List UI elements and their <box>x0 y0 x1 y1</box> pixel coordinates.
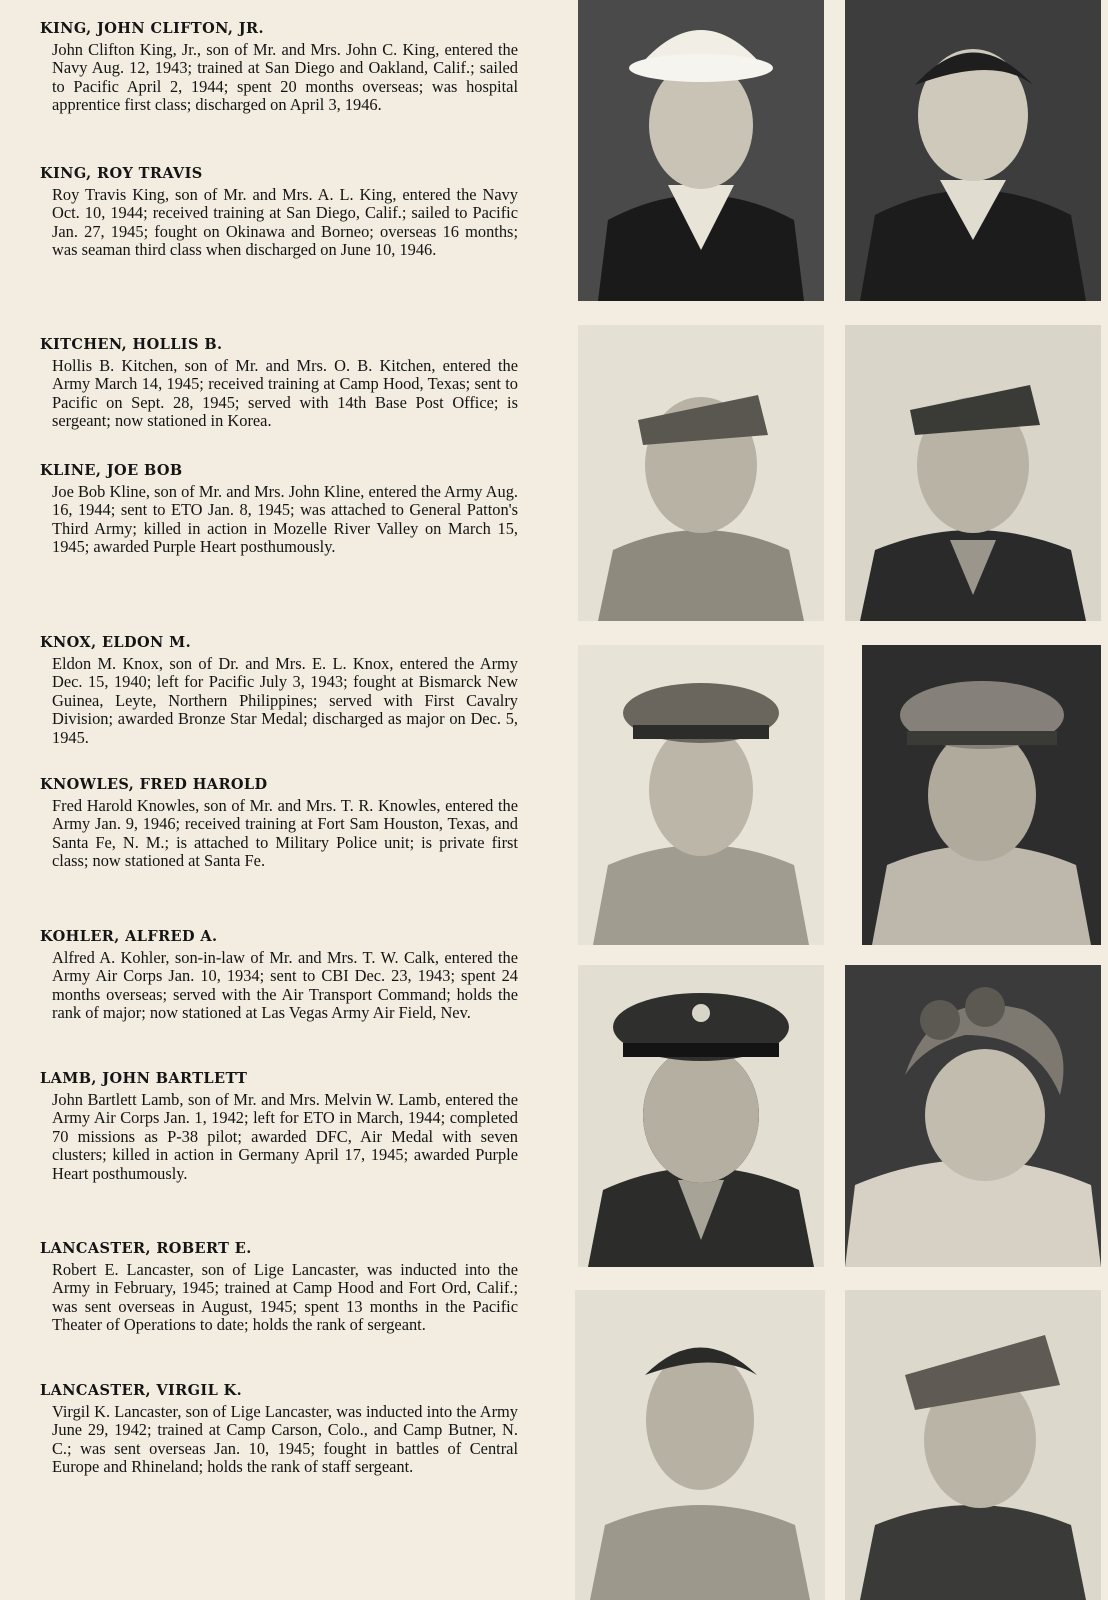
entry-bio: Fred Harold Knowles, son of Mr. and Mrs. T. R. Knowles, entered the Army Jan. 9, 1946; received training at Fort Sam Houston, Texas, and Santa Fe, N. M.; is attached to Military Police unit; is private first class; now stationed at Santa Fe. <box>52 796 518 871</box>
entry-bio: Robert E. Lancaster, son of Lige Lancaster, was inducted into the Army in February, 1945; trained at Camp Hood and Fort Ord, Calif.; was sent overseas in August, 1945; spent 13 months in the Pacific Theater of Operations to date; holds the rank of sergeant. <box>52 1260 518 1335</box>
entry-name: KING, JOHN CLIFTON, JR. <box>40 20 264 37</box>
portrait-photo-kitchen-hollis <box>578 325 824 621</box>
entry-bio: John Bartlett Lamb, son of Mr. and Mrs. Melvin W. Lamb, entered the Army Air Corps Jan. 1, 1942; left for ETO in March, 1944; completed 70 missions as P-38 pilot; awarded DFC, Air Medal with seven clusters; killed in action in Germany April 17, 1945; awarded Purple Heart posthumously. <box>52 1090 518 1183</box>
entry-bio: Roy Travis King, son of Mr. and Mrs. A. L. King, entered the Navy Oct. 10, 1944; received training at San Diego, Calif.; sailed to Pacific Jan. 27, 1945; fought on Okinawa and Borneo; overseas 16 months; was seaman third class when discharged on June 10, 1946. <box>52 185 518 260</box>
portrait-photo-lancaster-virgil <box>845 1290 1101 1600</box>
entry-name: KNOX, ELDON M. <box>40 634 192 651</box>
entry-knox-eldon <box>40 634 520 747</box>
entry-name: LANCASTER, VIRGIL K. <box>40 1382 243 1399</box>
portrait-photo-kline-joe-bob <box>845 325 1101 621</box>
entry-name: KOHLER, ALFRED A. <box>40 928 218 945</box>
entry-name: KNOWLES, FRED HAROLD <box>40 776 268 793</box>
entry-kline-joe-bob <box>40 462 520 557</box>
entry-name: KING, ROY TRAVIS <box>40 165 203 182</box>
entry-lancaster-virgil <box>40 1382 520 1477</box>
entry-lancaster-robert <box>40 1240 520 1335</box>
entry-name: LANCASTER, ROBERT E. <box>40 1240 252 1257</box>
entry-bio: Joe Bob Kline, son of Mr. and Mrs. John Kline, entered the Army Aug. 16, 1944; sent to ETO Jan. 8, 1945; was attached to General Patton's Third Army; killed in action in Mozelle River Valley on March 15, 1945; awarded Purple Heart posthumously. <box>52 482 518 557</box>
portrait-photo-king-john-clifton <box>578 0 824 301</box>
entry-bio: Hollis B. Kitchen, son of Mr. and Mrs. O. B. Kitchen, entered the Army March 14, 1945; received training at Camp Hood, Texas; sent to Pacific on Sept. 28, 1945; served with 14th Base Post Office; is sergeant; now stationed in Korea. <box>52 356 518 431</box>
entry-bio: Virgil K. Lancaster, son of Lige Lancaster, was inducted into the Army June 29, 1942; trained at Camp Carson, Colo., and Camp Butner, N. C.; was sent overseas Jan. 10, 1945; fought in battles of Central Europe and Rhineland; holds the rank of staff sergeant. <box>52 1402 518 1477</box>
entry-knowles-fred <box>40 776 520 871</box>
portrait-photo-kohler-alfred <box>578 965 824 1267</box>
portrait-photo-king-roy-travis <box>845 0 1101 301</box>
portrait-photo-knox-eldon <box>578 645 824 945</box>
portrait-photo-lamb-john <box>845 965 1101 1267</box>
entry-name: KLINE, JOE BOB <box>40 462 183 479</box>
entry-kohler-alfred <box>40 928 520 1023</box>
entry-king-roy-travis <box>40 165 520 260</box>
entry-bio: Eldon M. Knox, son of Dr. and Mrs. E. L. Knox, entered the Army Dec. 15, 1940; left for Pacific July 3, 1943; fought at Bismarck New Guinea, Leyte, Northern Philippines; served with First Cavalry Division; awarded Bronze Star Medal; discharged as major on Dec. 5, 1945. <box>52 654 518 747</box>
entry-king-john-clifton <box>40 20 520 115</box>
entry-bio: John Clifton King, Jr., son of Mr. and Mrs. John C. King, entered the Navy Aug. 12, 1943; trained at San Diego and Oakland, Calif.; sailed to Pacific April 2, 1944; spent 20 months overseas; was hospital apprentice first class; discharged on April 3, 1946. <box>52 40 518 115</box>
entry-lamb-john <box>40 1070 520 1183</box>
portrait-photo-knowles-fred <box>862 645 1101 945</box>
entry-name: KITCHEN, HOLLIS B. <box>40 336 223 353</box>
entry-bio: Alfred A. Kohler, son-in-law of Mr. and Mrs. T. W. Calk, entered the Army Air Corps Jan. 10, 1934; sent to CBI Dec. 23, 1943; spent 24 months overseas; served with the Air Transport Command; holds the rank of major; now stationed at Las Vegas Army Air Field, Nev. <box>52 948 518 1023</box>
entry-kitchen-hollis <box>40 336 520 431</box>
portrait-photo-lancaster-robert <box>575 1290 825 1600</box>
entry-name: LAMB, JOHN BARTLETT <box>40 1070 248 1087</box>
